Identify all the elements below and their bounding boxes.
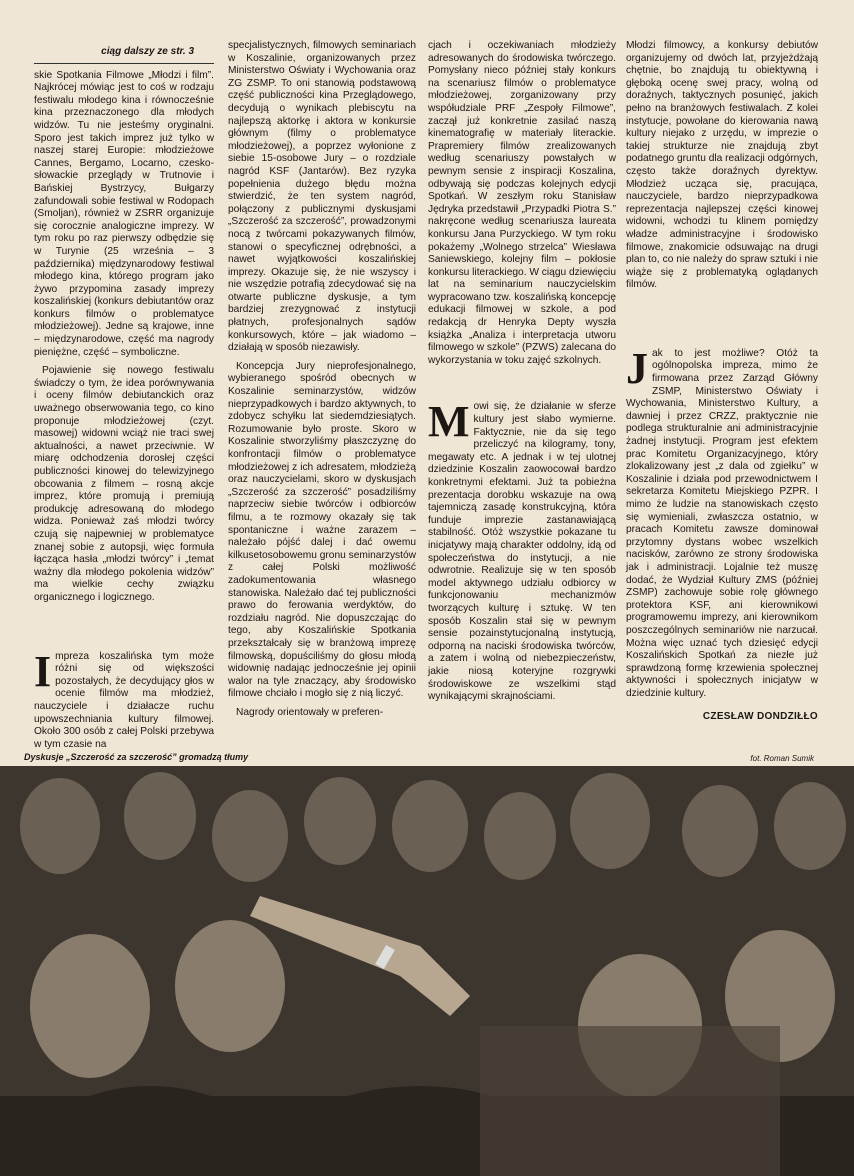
audience-photo xyxy=(0,766,854,1176)
column-2 xyxy=(228,40,416,725)
paragraph: Młodzi filmowcy, a konkursy debiutów organizujemy od dwóch lat, przyjeżdżają chętnie, bo znajdują tu obiektywną i głęboką ocenę swej pracy, wolną od doraźnych, taktycznych posunięć, jakich pełno na branżowych festiwalach. Z kolei instytucje, powołane do kierowania nawą kultury niejako z urzędu, w imprezie o takiej strukturze nie znajdują zbyt podatnego gruntu dla realizacji odgórnych, często także doraźnych dyrektyw. Młodzież ucząca się, pracująca, nauczyciele, bardzo nieprzypadkowa reprezentacja najlepszej części kinowej widowni, wchodzi tu klinem pomiędzy władze administracyjne i środowisko filmowe, znakomicie odsuwając na drugi plan to, co nie należy do spraw sztuki i nie wiąże się z problematyką oglądanych filmów. xyxy=(626,40,818,291)
photo-credit: fot. Roman Sumik xyxy=(750,754,814,763)
paragraph-text: mpreza koszalińska tym może różni się od większości pozostałych, że decydujący głos w ocenie filmów ma młodzież, nauczyciele i działacze ruchu upowszechniania kultury filmowej. Około 300 osób z całej Polski przebywa w tym czasie na xyxy=(34,650,214,750)
paragraph-with-dropcap xyxy=(428,397,616,703)
column-4 xyxy=(626,40,818,723)
column-3 xyxy=(428,40,616,710)
continued-from-label: ciąg dalszy ze str. 3 xyxy=(34,40,214,64)
photo-caption: Dyskusje „Szczerość za szczerość” gromadzą tłumy xyxy=(24,752,249,762)
paragraph-text: ak to jest możliwe? Otóż ta ogólnopolska impreza, mimo że firmowana przez Zarząd Główny ZSMP, Ministerstwo Oświaty i Wychowania, Ministerstwo Kultury, a dawniej i przez CRZZ, praktycznie nie podlega strukturalnie ani administracyjnie żadnej instytucji. Program jest efektem prac Komitetu Organizacyjnego, który zlokalizowany jest „z dala od zgiełku” w Koszalinie i działa pod przewodnictwem I sekretarza Komitetu Miejskiego PZPR. I mimo że ludzie na stanowiskach często się wymieniali, zwłaszcza ostatnio, w pracach Komitetu zawsze dominował przytomny dystans wobec wszelkich nacisków, zarówno ze strony środowiska jak i administracji. Lojalnie też muszę dodać, że Wydział Kultury ZMS (później ZSMP) zachowuje sobie rolę głównego protektora KSF, ani kierownikowi programowemu imprezy, ani kierownikom poszczególnych seminariów nie narzucał. Można więc uznać tych dziesięć edycji Koszalińskich Spotkań za niezłe już sprawdzoną formę krzewienia społecznej aktywności i społecznych inicjatyw w dziedzinie kultury. xyxy=(626,347,818,699)
paragraph-with-dropcap xyxy=(626,343,818,701)
paragraph: skie Spotkania Filmowe „Młodzi i film”. Najkrócej mówiąc jest to coś w rodzaju festiwalu młodego kina i równocześnie kina przeznaczonego dla młodych widzów. Tu nie jesteśmy oryginalni. Sporo jest takich imprez już tylko w naszej starej Europie: młodzieżowe Cannes, Bergamo, Locarno, czesko-słowackie przeglądy w Trutnovie i Bańskiej Bystrzycy, Bułgarzy zafundowali sobie festiwal w Rodopach (Smoljan), również w ZSRR organizuje się corocznie analogiczne imprezy. W tym roku po raz pierwszy odbędzie się w Turynie (25 września – 3 października) międzynarodowy festiwal młodego kina, którego program jako żywo przypomina zasady imprezy koszalińskiej (konkurs debiutantów oraz konkurs filmów o problematyce młodzieżowej). Jedne są krajowe, inne – międzynarodowe, część ma nagrody pieniężne, część – symboliczne. xyxy=(34,69,214,358)
paragraph: Nagrody orientowały w preferen- xyxy=(236,706,384,718)
paragraph: Pojawienie się nowego festiwalu świadczy o tym, że idea porównywania i oceny filmów debiutanckich oraz uważnego obserwowania tego, co kino proponuje młodzieżowej (czyt. masowej) widowni wciąż nie traci swej aktualności, a nawet przeciwnie. W miarę odchodzenia dorosłej części publiczności kinowej do telewizyjnego obcowania z filmem – rosną akcje imprez, które promują i premiują produkcję adresowaną do młodego widza. Ponieważ zaś młodzi twórcy czują się najpewniej w problematyce znanej sobie z autopsji, więc formuła łącząca hasła „młodzi twórcy” i „temat ważny dla młodego pokolenia widzów” ma wielkie cechy związku organicznego i logicznego. xyxy=(34,365,214,603)
audience-photo-illustration xyxy=(0,766,854,1176)
paragraph-with-dropcap xyxy=(34,646,214,752)
paragraph: cjach i oczekiwaniach młodzieży adresowanych do środowiska twórczego. Pomysłany nieco później stały konkurs na scenariusz filmów o problematyce młodzieżowej, zorganizowany przy współudziale PRF „Zespoły Filmowe”, zaczął już konkretnie zasilać naszą kinematografię w materiały literackie. Prapremiery filmów zrealizowanych według scenariuszy powstałych w pewnym sensie z inspiracji Koszalina, odbywają się podczas kolejnych edycji Spotkań. W zeszłym roku Stanisław Jędryka przedstawił „Przypadki Piotra S.” nakręcone według scenariusza laureata konkursu Jana Purzyckiego. W tym roku pokażemy „Wolnego strzelca” Wiesława Saniewskiego, kolejny film – pokłosie konkursu literackiego. W ciągu dziewięciu lat na seminarium nauczycielskim wypracowano tzw. koszalińską koncepcję edukacji filmowej w szkole, a pod redakcją dr Henryka Depty wyszła książka „Analiza i interpretacja utworu filmowego w szkole” (PZWS) zalecana do wykorzystania w toku zajęć szkolnych. xyxy=(428,40,616,366)
photo-caption-bar xyxy=(24,752,854,766)
column-1 xyxy=(34,40,214,757)
drop-cap: M xyxy=(428,397,470,447)
paragraph-text: owi się, że działanie w sferze kultury jest słabo wymierne. Faktycznie, nie da się tego przeliczyć na kilogramy, tony, megawaty etc. A jednak i w tej ulotnej dziedzinie Koszalin zaowocował bardzo konkretnymi efektami. Już ta pobieżna prezentacja dorobku wskazuje na ową tajemniczą zasadę konstrukcyjną, która funduje imprezie zastanawiającą stabilność. Otóż wszystkie pokazane tu inicjatywy mają charakter oddolny, idą od społeczeństwa do instytucji, a nie odwrotnie. Realizuje się w ten sposób model aktywnego udziału odbiorcy w funkcjonowaniu mechanizmów tworzących kulturę i sztukę. W ten sposób Koszalin stał się w pewnym sensie pozainstytucjonalną instytucją, odporną na naciski środowiska twórców, a zatem i wolną od niebezpieczeństw, jakie niosą koteryjne rozgrywki środowiskowe ze wszelkimi stąd wynikającymi skrajnościami. xyxy=(428,401,616,703)
drop-cap: J xyxy=(626,343,648,393)
paragraph: Koncepcja Jury nieprofesjonalnego, wybieranego spośród obecnych w Koszalinie seminarzystów, widzów nieprzypadkowych i bardzo aktywnych, to zdobycz schyłku lat siedemdziesiątych. Rozumowanie było proste. Skoro w Koszalinie stworzyliśmy płaszczyznę do konfrontacji filmów o problematyce młodzieżowej z ich adresatem, młodzieżą oraz nauczycielami, skoro w dyskusjach „Szczerość za szczerość” posadziliśmy naprzeciw siebie twórców i odbiorców filmu, a te rozmowy okazały się tak spontaniczne i ważne zarazem – należało pójść dalej i dać owemu kilkusetosobowemu gronu seminarzystów z całej Polski możliwość zadokumentowania własnego stanowiska. Należało dać tej publiczności prawo do ferowania werdyktów, do rozdziału nagród. Nie dopuszczając do tego, aby Koszalińskie Spotkania przekształcały się w branżową imprezę filmowską, dopuściliśmy do głosu młodą widownię nadając jednocześnie jej opinii walor na tyle znaczący, aby środowisko filmowe chciało i mogło się z nią liczyć. xyxy=(228,360,416,700)
author-signature: CZESŁAW DONDZIŁŁO xyxy=(702,710,818,722)
drop-cap: I xyxy=(34,646,52,696)
paragraph: specjalistycznych, filmowych seminariach w Koszalinie, organizowanych przez Ministerstwo Oświaty i Wychowania oraz ZG ZSMP. To oni stanowią podstawową część publiczności kina Przeglądowego, decydują o wynikach plebiscytu na najlepszą aktorkę i aktora w konkursie głównym (filmy o problematyce młodzieżowej), a poprzez wyłonione z siebie 15-osobowe Jury – o rozdziale nagród KSF (Jantarów). Bez ryzyka popełnienia dużego błędu można stwierdzić, że ten system nagród, połączony z publicznymi dyskusjami „Szczerość za szczerość”, prowadzonymi nocą z twórcami pokazywanych filmów, stanowi o specyficznej odrębności, a nawet wyjątkowości koszalińskiej imprezy. Okazuje się, że nie wszyscy i nie wszędzie potrafią zdecydować się na otwarte publiczne dyskusje, a tym bardziej zrezygnować z instytucji płatnych, profesjonalnych sądów konkursowych, które – jak wiadomo – działają w sposób niezawisły. xyxy=(228,40,416,354)
